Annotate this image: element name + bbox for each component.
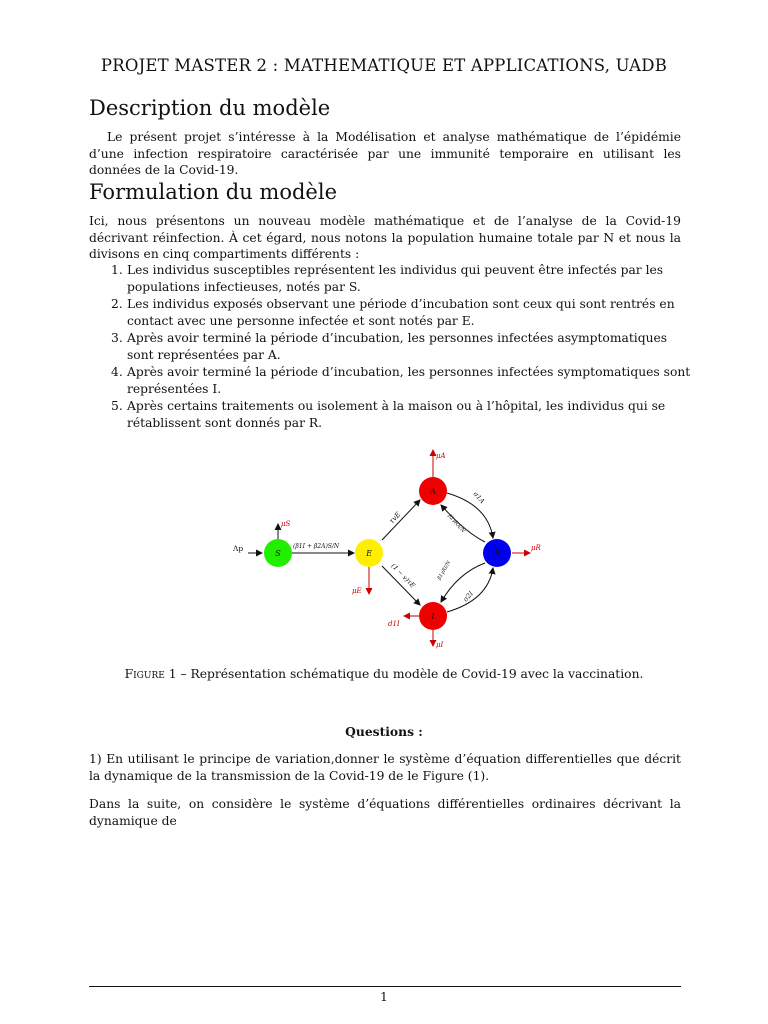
questions-title: Questions : (345, 724, 423, 739)
formulation-intro: Ici, nous présentons un nouveau modèle mathématique et de l’analyse de la Covid-19 décrivant réinfection. À cet égard, nous notons la population humaine totale par N et nous la divisons en cinq compartiments différents : (89, 214, 681, 261)
mu-a-label: μA (436, 452, 446, 460)
section-heading-formulation: Formulation du modèle (89, 180, 337, 204)
compartment-list (89, 262, 695, 432)
figure-caption-label: Figure 1 (124, 667, 177, 681)
mu-e-label: μE (352, 587, 362, 595)
r-to-i-label: β1γRI/N (436, 559, 453, 581)
mu-s-label: μS (281, 520, 291, 528)
list-item-text: Les individus susceptibles représentent les individus qui peuvent être infectés par les populations infectieuses, notés par S. (127, 263, 664, 294)
e-to-a-label: τvE (387, 510, 403, 526)
list-item (89, 398, 695, 431)
node-i-label: I (431, 612, 435, 621)
r-to-a-label: β2γRA/N (446, 513, 467, 535)
infection-label: (β1I + β2A)S/N (293, 543, 340, 550)
figure-caption (0, 667, 768, 681)
compartment-diagram (200, 440, 560, 660)
d1-i-label: d1I (388, 620, 400, 628)
list-item-text: Après avoir terminé la période d’incubation, les personnes infectées symptomatiques sont représentées I. (127, 365, 691, 396)
node-a-label: A (430, 487, 436, 496)
list-item-number: 1. (111, 263, 123, 277)
list-item-text: Après avoir terminé la période d’incubation, les personnes infectées asymptomatiques sont représentées par A. (127, 331, 668, 362)
question-1: 1) En utilisant le principe de variation,donner le système d’équation differentielles que décrit la dynamique de la transmission de la Covid-19 de le Figure (1). (89, 752, 681, 783)
list-item (89, 330, 695, 363)
followup-paragraph: Dans la suite, on considère le système d’équations différentielles ordinaires décrivant la dynamique de (89, 797, 681, 828)
i-to-r-label: σ2I (461, 589, 475, 604)
list-item (89, 364, 695, 397)
node-e-label: E (366, 549, 372, 558)
list-item-number: 3. (111, 331, 123, 345)
figure-caption-text: – Représentation schématique du modèle de Covid-19 avec la vaccination. (176, 667, 644, 681)
inflow-label: Λp (233, 544, 244, 553)
node-s-label: S (275, 549, 281, 558)
list-item-text: Après certains traitements ou isolement à la maison ou à l’hôpital, les individus qui se rétablissent sont donnés par R. (127, 399, 666, 430)
page-title: PROJET MASTER 2 : MATHEMATIQUE ET APPLICATIONS, UADB (100, 56, 668, 75)
list-item (89, 262, 695, 295)
r-to-a-arrow (441, 505, 485, 542)
node-r-label: R (493, 549, 501, 558)
i-to-r-arrow (447, 568, 493, 612)
description-paragraph: Le présent projet s’intéresse à la Modélisation et analyse mathématique de l’épidémie d’une infection respiratoire caractérisée par une immunité temporaire en utilisant les données de la Covid-19. (89, 130, 681, 177)
list-item-number: 5. (111, 399, 123, 413)
list-item-number: 4. (111, 365, 123, 379)
a-to-r-label: σ1A (471, 489, 487, 506)
e-to-i-label: (1 − v)τE (389, 561, 417, 590)
list-item (89, 296, 695, 329)
mu-i-label: μI (436, 641, 444, 649)
footer-rule (89, 986, 681, 987)
section-heading-description: Description du modèle (89, 96, 331, 120)
list-item-number: 2. (111, 297, 123, 311)
mu-r-label: μR (531, 544, 541, 552)
page-number: 1 (380, 990, 388, 1004)
list-item-text: Les individus exposés observant une période d’incubation sont ceux qui sont rentrés en contact avec une personne infectée et sont notés par E. (127, 297, 675, 328)
